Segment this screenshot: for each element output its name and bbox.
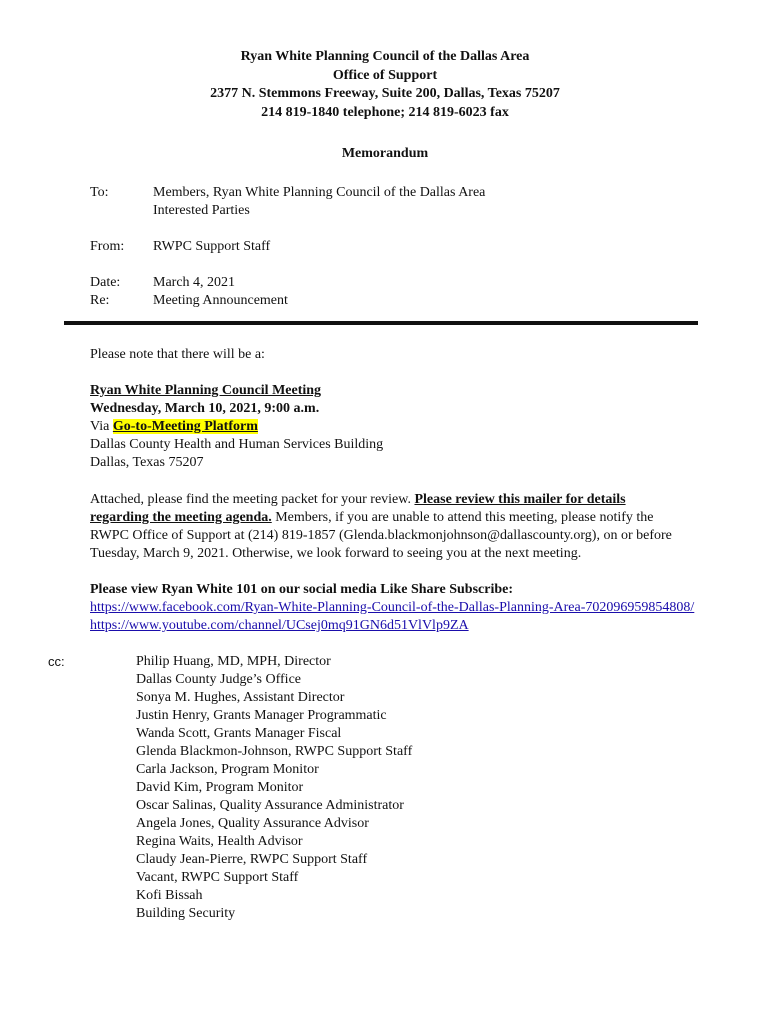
date-label: Date:	[90, 275, 121, 290]
memo-title: Memorandum	[341, 146, 429, 161]
office-phone-fax: 214 819-1840 telephone; 214 819-6023 fax	[261, 104, 509, 120]
from-label: From:	[90, 239, 125, 254]
office-address: 2377 N. Stemmons Freeway, Suite 200, Dallas, Texas 75207	[210, 86, 560, 101]
to-label: To:	[90, 185, 109, 200]
date-value: March 4, 2021	[153, 275, 236, 290]
to-value	[153, 184, 485, 220]
packet-paragraph	[90, 491, 730, 563]
re-value: Meeting Announcement	[153, 293, 288, 308]
to-recipients-line2: Interested Parties	[153, 203, 250, 218]
notify-text: Members, if you are unable to attend this meeting, please notify the	[271, 510, 654, 525]
cc-label: cc:	[48, 654, 65, 669]
facebook-link[interactable]: https://www.facebook.com/Ryan-White-Planning-Council-of-the-Dallas-Planning-Area-702096959854808/	[90, 600, 695, 615]
cc-recipient: Oscar Salinas, Quality Assurance Administrator	[136, 798, 404, 813]
youtube-link[interactable]: https://www.youtube.com/channel/UCsej0mq91GN6d51VlVlp9ZA	[90, 618, 469, 633]
meeting-details	[90, 382, 730, 472]
cc-recipient: Glenda Blackmon-Johnson, RWPC Support Staff	[136, 744, 413, 759]
cc-recipient: Sonya M. Hughes, Assistant Director	[136, 690, 345, 705]
cc-recipient: Justin Henry, Grants Manager Programmatic	[136, 708, 387, 723]
cc-recipient: Wanda Scott, Grants Manager Fiscal	[136, 726, 342, 741]
cc-recipient: Carla Jackson, Program Monitor	[136, 762, 319, 777]
via-prefix: Via	[90, 419, 113, 434]
meeting-building: Dallas County Health and Human Services Building	[90, 437, 384, 452]
to-recipients-line1: Members, Ryan White Planning Council of the Dallas Area	[153, 185, 486, 200]
intro-text: Please note that there will be a:	[90, 347, 265, 362]
cc-recipient-list	[136, 653, 412, 923]
social-media-section	[90, 581, 730, 635]
meeting-agenda-emphasis: regarding the meeting agenda.	[90, 510, 272, 525]
cc-recipient: Vacant, RWPC Support Staff	[136, 870, 299, 885]
meeting-platform-line	[90, 418, 730, 436]
contact-text: RWPC Office of Support at (214) 819-1857 (Glenda.blackmonjohnson@dallascounty.org), on or before	[90, 528, 672, 543]
org-name: Ryan White Planning Council of the Dallas Area	[240, 49, 530, 64]
cc-recipient: David Kim, Program Monitor	[136, 780, 304, 795]
meeting-platform: Go-to-Meeting Platform	[112, 419, 258, 434]
meeting-datetime: Wednesday, March 10, 2021, 9:00 a.m.	[90, 401, 320, 416]
cc-recipient: Angela Jones, Quality Assurance Advisor	[136, 816, 369, 831]
cc-recipient: Dallas County Judge’s Office	[136, 672, 301, 687]
cc-recipient: Building Security	[136, 906, 236, 921]
cc-recipient: Claudy Jean-Pierre, RWPC Support Staff	[136, 852, 368, 867]
cc-recipient: Kofi Bissah	[136, 888, 203, 903]
review-mailer-emphasis: Please review this mailer for details	[414, 492, 626, 507]
packet-text-start: Attached, please find the meeting packet for your review.	[90, 492, 415, 507]
closing-text: Tuesday, March 9, 2021. Otherwise, we look forward to seeing you at the next meeting.	[90, 546, 582, 561]
header-divider	[64, 321, 698, 325]
cc-recipient: Regina Waits, Health Advisor	[136, 834, 303, 849]
meeting-city: Dallas, Texas 75207	[90, 455, 204, 470]
meeting-title: Ryan White Planning Council Meeting	[90, 383, 322, 398]
letterhead	[0, 48, 770, 122]
office-name: Office of Support	[332, 67, 438, 83]
social-heading: Please view Ryan White 101 on our social media Like Share Subscribe:	[90, 582, 514, 597]
re-label: Re:	[90, 293, 110, 308]
cc-recipient: Philip Huang, MD, MPH, Director	[136, 654, 331, 669]
from-value: RWPC Support Staff	[153, 239, 271, 254]
